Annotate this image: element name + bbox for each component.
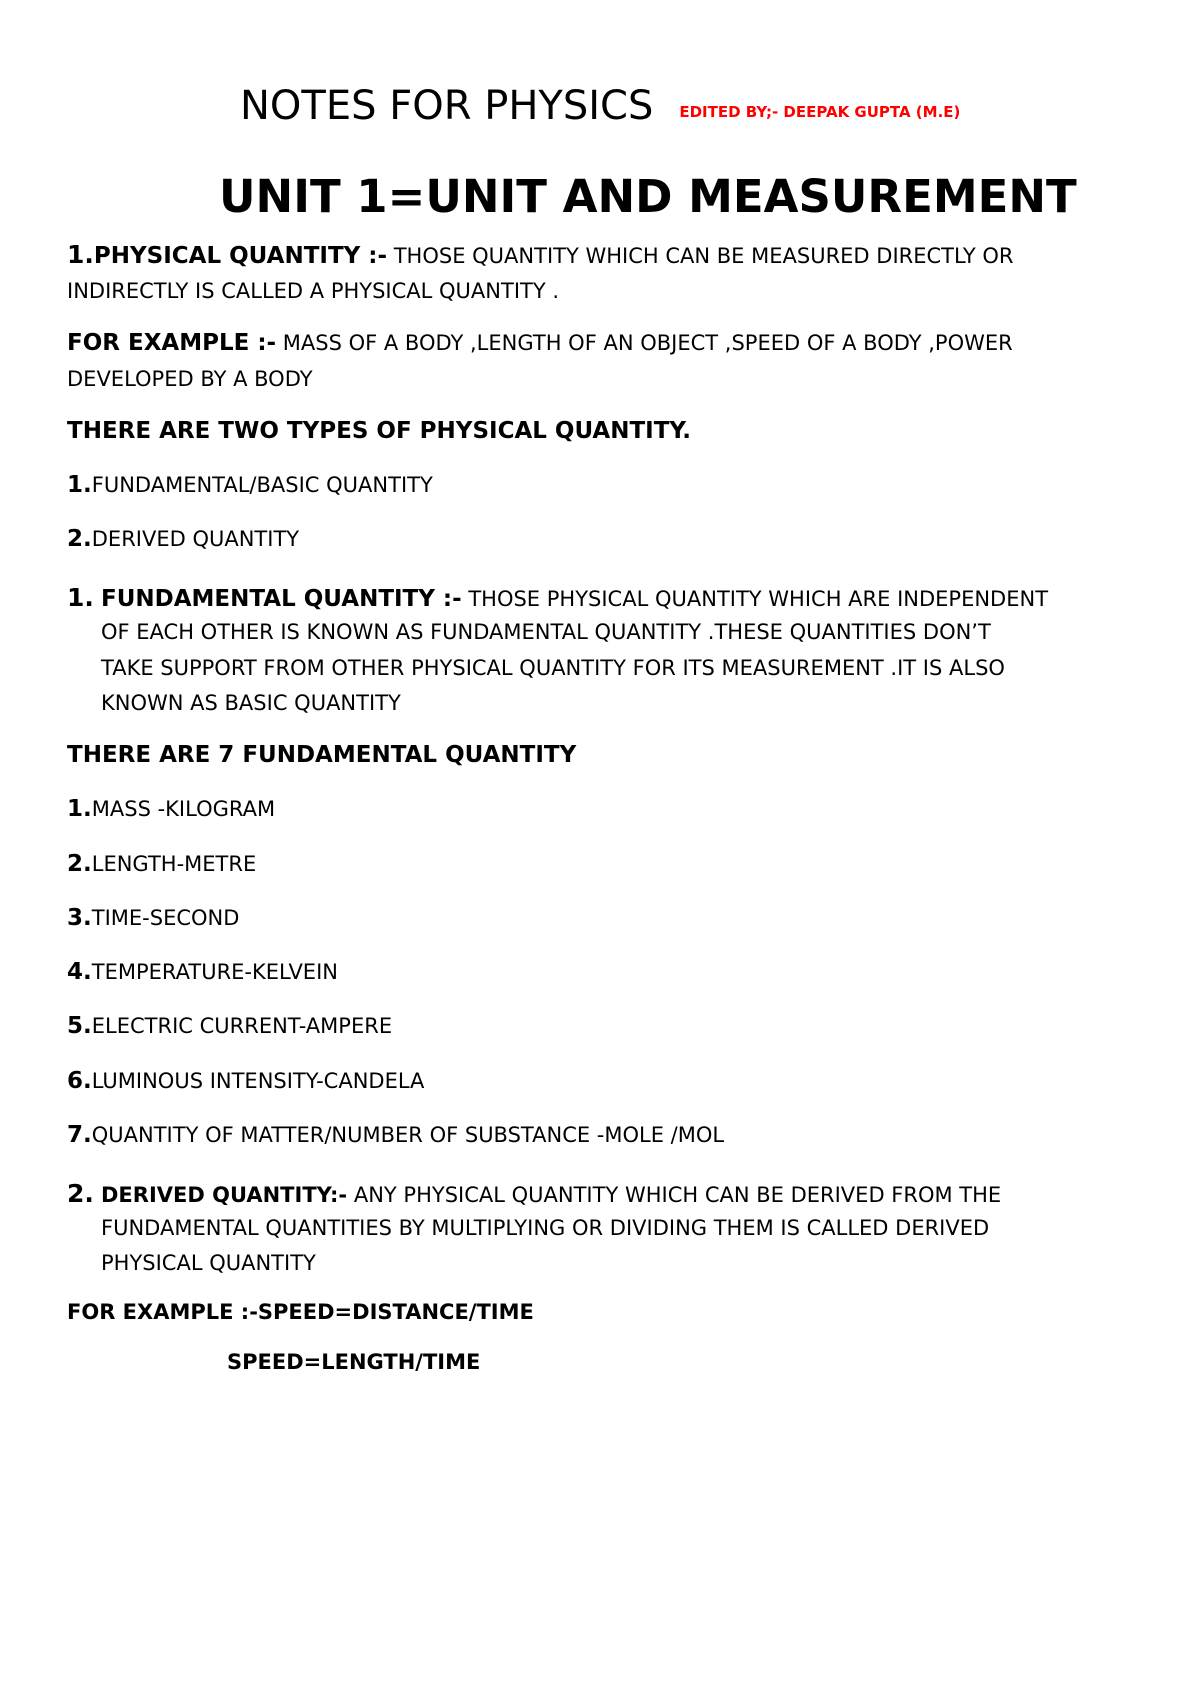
derived-term: DERIVED QUANTITY:- bbox=[101, 1183, 348, 1207]
list-text: LENGTH-METRE bbox=[91, 852, 257, 876]
pq-number: 1. bbox=[67, 240, 94, 269]
example2-line1: FOR EXAMPLE :-SPEED=DISTANCE/TIME bbox=[67, 1300, 534, 1324]
fundamental-line1 bbox=[67, 585, 1048, 611]
example1-text-1: MASS OF A BODY ,LENGTH OF AN OBJECT ,SPEED OF A BODY ,POWER bbox=[276, 331, 1013, 355]
fundamental-text-3: TAKE SUPPORT FROM OTHER PHYSICAL QUANTITY FOR ITS MEASUREMENT .IT IS ALSO bbox=[101, 656, 1005, 680]
list-number: 1. bbox=[67, 472, 92, 498]
derived-line1 bbox=[67, 1181, 1001, 1206]
example1-line1 bbox=[67, 332, 1013, 355]
list-number: 2. bbox=[67, 851, 92, 877]
fundamental-text-1: THOSE PHYSICAL QUANTITY WHICH ARE INDEPENDENT bbox=[461, 587, 1049, 611]
list-number: 4. bbox=[67, 959, 92, 985]
seven-heading: THERE ARE 7 FUNDAMENTAL QUANTITY bbox=[67, 742, 577, 768]
title-line bbox=[240, 83, 961, 129]
list-item bbox=[67, 1070, 424, 1093]
list-text: TIME-SECOND bbox=[91, 906, 240, 930]
fundamental-text-4: KNOWN AS BASIC QUANTITY bbox=[101, 691, 401, 715]
derived-text-1: ANY PHYSICAL QUANTITY WHICH CAN BE DERIVED FROM THE bbox=[347, 1183, 1002, 1207]
list-text: ELECTRIC CURRENT-AMPERE bbox=[91, 1014, 393, 1038]
list-item bbox=[67, 798, 275, 821]
list-item bbox=[67, 1124, 724, 1147]
pq-text-1: THOSE QUANTITY WHICH CAN BE MEASURED DIRECTLY OR bbox=[387, 244, 1014, 268]
derived-text-2: FUNDAMENTAL QUANTITIES BY MULTIPLYING OR DIVIDING THEM IS CALLED DERIVED bbox=[101, 1216, 990, 1240]
list-text: MASS -KILOGRAM bbox=[91, 797, 276, 821]
derived-text-3: PHYSICAL QUANTITY bbox=[101, 1251, 316, 1275]
list-item bbox=[67, 961, 338, 984]
list-number: 2. bbox=[67, 526, 92, 552]
list-text: QUANTITY OF MATTER/NUMBER OF SUBSTANCE -MOLE /MOL bbox=[91, 1123, 725, 1147]
fundamental-number: 1. bbox=[67, 583, 94, 612]
list-number: 7. bbox=[67, 1122, 92, 1148]
list-text: DERIVED QUANTITY bbox=[91, 527, 300, 551]
list-text: TEMPERATURE-KELVEIN bbox=[91, 960, 338, 984]
list-number: 1. bbox=[67, 796, 92, 822]
list-number: 3. bbox=[67, 905, 92, 931]
document-title: NOTES FOR PHYSICS bbox=[240, 83, 654, 129]
list-item bbox=[67, 853, 256, 876]
derived-number: 2. bbox=[67, 1179, 94, 1208]
pq-term: PHYSICAL QUANTITY :- bbox=[93, 243, 388, 269]
list-item bbox=[67, 528, 299, 551]
editor-credit: EDITED BY;- DEEPAK GUPTA (M.E) bbox=[679, 103, 961, 121]
list-item bbox=[67, 1015, 392, 1038]
fundamental-text-2: OF EACH OTHER IS KNOWN AS FUNDAMENTAL QUANTITY .THESE QUANTITIES DON’T bbox=[101, 620, 991, 644]
list-number: 5. bbox=[67, 1013, 92, 1039]
list-number: 6. bbox=[67, 1068, 92, 1094]
example1-label: FOR EXAMPLE :- bbox=[67, 330, 277, 356]
unit-heading: UNIT 1=UNIT AND MEASUREMENT bbox=[219, 170, 1077, 223]
fundamental-term: FUNDAMENTAL QUANTITY :- bbox=[101, 586, 462, 612]
example2-line2: SPEED=LENGTH/TIME bbox=[227, 1350, 481, 1374]
list-item bbox=[67, 474, 433, 497]
list-item bbox=[67, 907, 239, 930]
pq-text-2: INDIRECTLY IS CALLED A PHYSICAL QUANTITY . bbox=[67, 279, 560, 303]
list-text: LUMINOUS INTENSITY-CANDELA bbox=[91, 1069, 425, 1093]
list-text: FUNDAMENTAL/BASIC QUANTITY bbox=[91, 473, 433, 497]
types-heading: THERE ARE TWO TYPES OF PHYSICAL QUANTITY. bbox=[67, 418, 691, 444]
example1-text-2: DEVELOPED BY A BODY bbox=[67, 367, 313, 391]
physical-quantity-line1 bbox=[67, 242, 1014, 268]
